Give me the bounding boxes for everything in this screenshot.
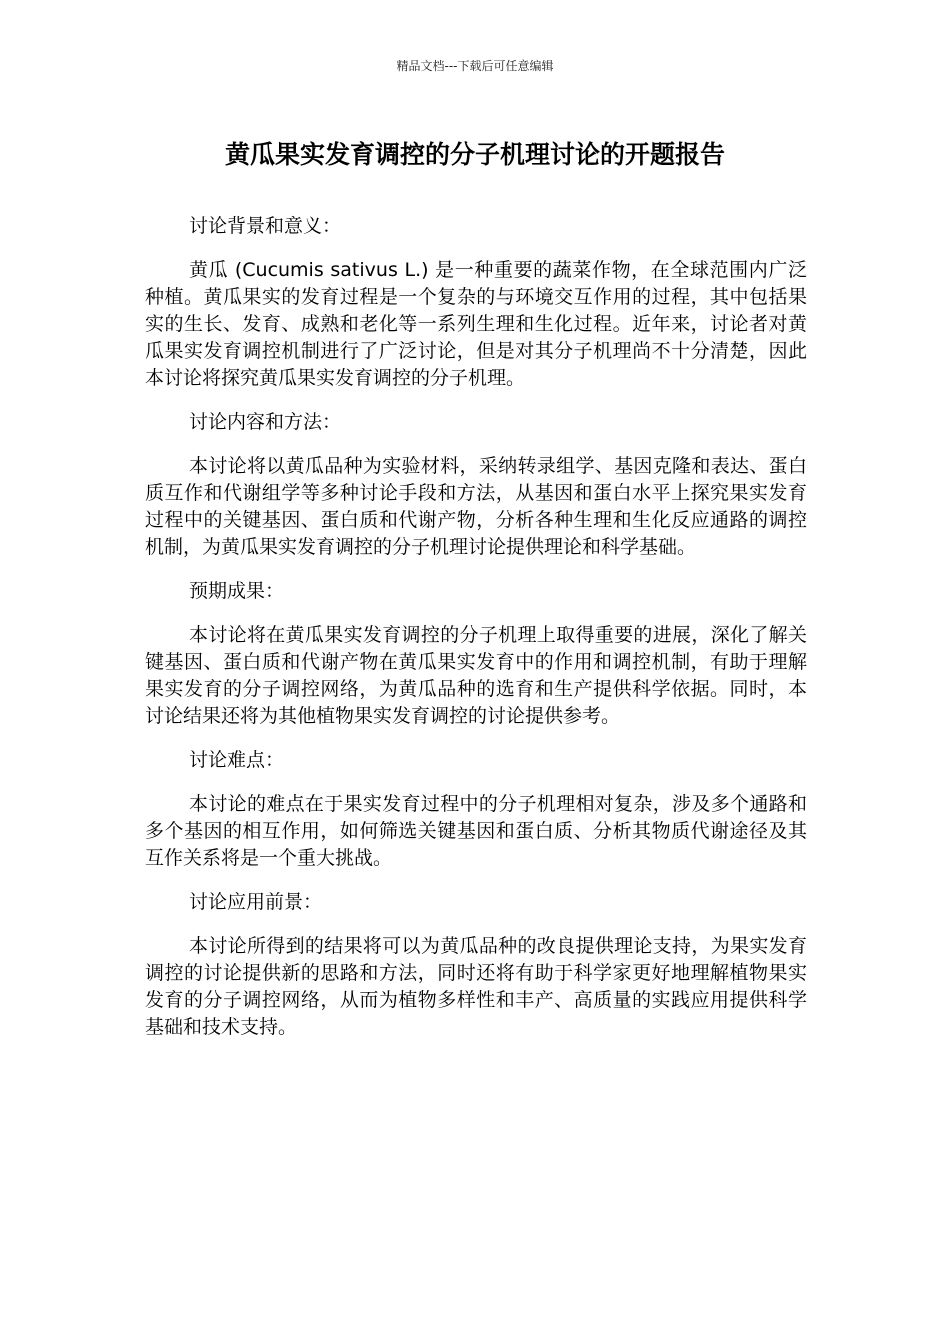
page-header-note: 精品文档---下载后可任意编辑 [396,59,554,73]
section-heading-application: 讨论应用前景： [189,891,323,913]
section-text-application: 本讨论所得到的结果将可以为黄瓜品种的改良提供理论支持，为果实发育调控的讨论提供新的思路和方法，同时还将有助于科学家更好地理解植物果实发育的分子调控网络，从而为植物多样性和丰产、高质量的实践应用提供科学基础和技术支持。 [145,935,807,1038]
section-heading-methods: 讨论内容和方法： [189,411,342,433]
document-body [145,213,807,1058]
section-heading-expected-results: 预期成果： [189,580,285,602]
section-heading-difficulties: 讨论难点： [189,749,285,771]
section-text-expected-results: 本讨论将在黄瓜果实发育调控的分子机理上取得重要的进展，深化了解关键基因、蛋白质和代谢产物在黄瓜果实发育中的作用和调控机制，有助于理解果实发育的分子调控网络，为黄瓜品种的选育和生产提供科学依据。同时，本讨论结果还将为其他植物果实发育调控的讨论提供参考。 [145,624,807,727]
document-title: 黄瓜果实发育调控的分子机理讨论的开题报告 [224,140,725,169]
section-text-background: 黄瓜 (Cucumis sativus L.) 是一种重要的蔬菜作物，在全球范围内广泛种植。黄瓜果实的发育过程是一个复杂的与环境交互作用的过程，其中包括果实的生长、发育、成熟和老化等一系列生理和生化过程。近年来，讨论者对黄瓜果实发育调控机制进行了广泛讨论，但是对其分子机理尚不十分清楚，因此本讨论将探究黄瓜果实发育调控的分子机理。 [145,259,807,389]
section-text-methods: 本讨论将以黄瓜品种为实验材料，采纳转录组学、基因克隆和表达、蛋白质互作和代谢组学等多种讨论手段和方法，从基因和蛋白水平上探究果实发育过程中的关键基因、蛋白质和代谢产物，分析各种生理和生化反应通路的调控机制，为黄瓜果实发育调控的分子机理讨论提供理论和科学基础。 [145,455,807,558]
section-text-difficulties: 本讨论的难点在于果实发育过程中的分子机理相对复杂，涉及多个通路和多个基因的相互作用，如何筛选关键基因和蛋白质、分析其物质代谢途径及其互作关系将是一个重大挑战。 [145,793,807,869]
section-heading-background: 讨论背景和意义： [189,215,342,237]
